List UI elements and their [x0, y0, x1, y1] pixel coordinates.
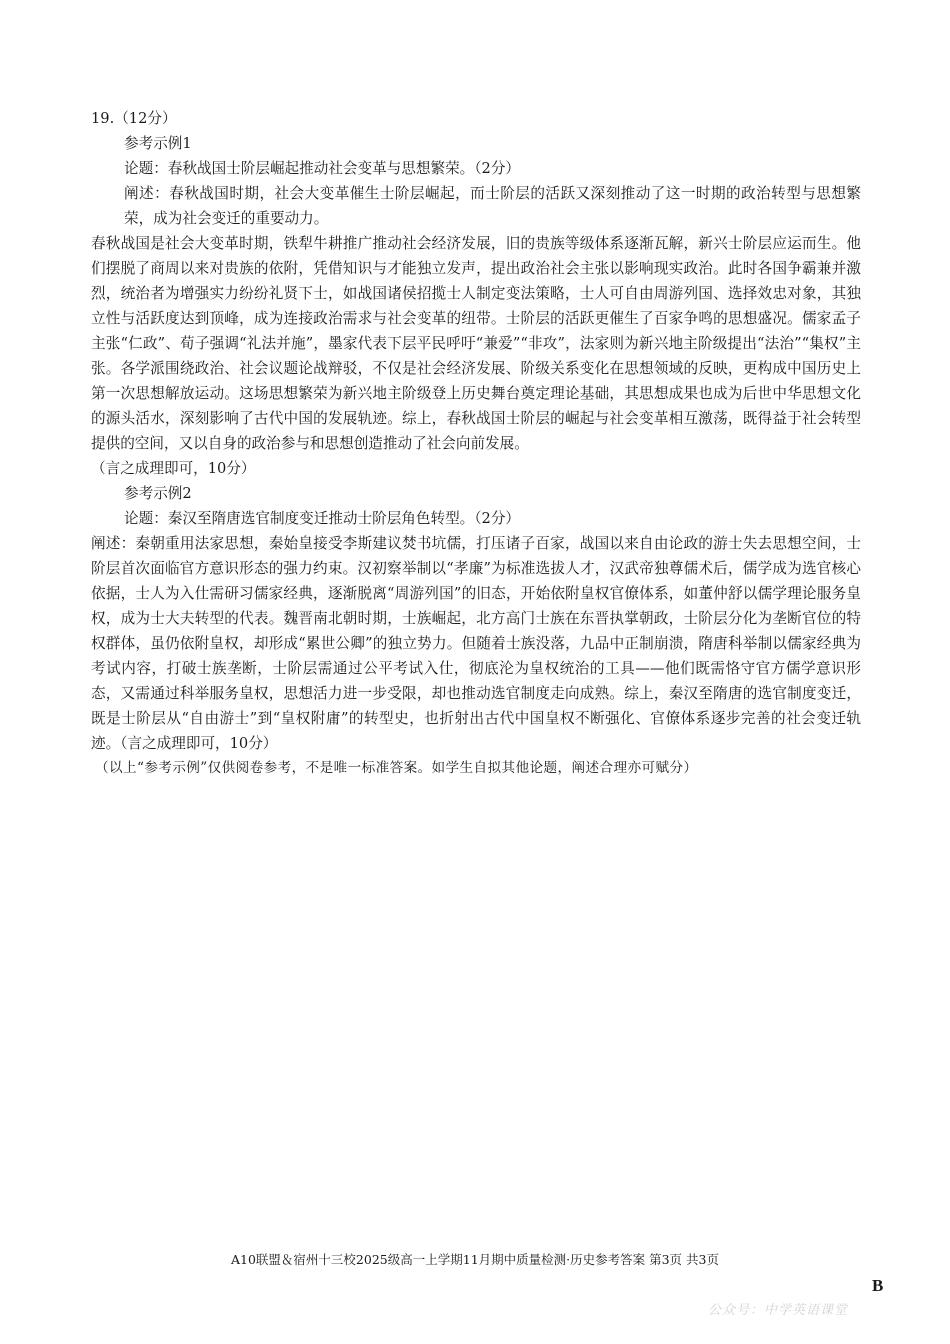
answer-content [91, 106, 861, 781]
grading-note: （以上“参考示例”仅供阅卷参考，不是唯一标准答案。如学生自拟其他论题，阐述合理亦可赋分） [95, 760, 698, 776]
question-header: 19.（12分） [91, 110, 177, 127]
example2-thesis: 论题：秦汉至隋唐选官制度变迁推动士阶层角色转型。（2分） [124, 510, 521, 527]
example1-thesis: 论题：春秋战国士阶层崛起推动社会变革与思想繁荣。（2分） [124, 160, 521, 177]
example2-label: 参考示例2 [124, 485, 192, 502]
example1-intro: 阐述：春秋战国时期，社会大变革催生士阶层崛起，而士阶层的活跃又深刻推动了这一时期的政治转型与思想繁荣，成为社会变迁的重要动力。 [124, 185, 861, 227]
example2-body: 阐述：秦朝重用法家思想，秦始皇接受李斯建议焚书坑儒，打压诸子百家，战国以来自由论政的游士失去思想空间，士阶层首次面临官方意识形态的强力约束。汉初察举制以“孝廉”为标准选拔人才，汉武帝独尊儒术后，儒学成为选官核心依据，士人为入仕需研习儒家经典，逐渐脱离“周游列国”的旧态，开始依附皇权官僚体系，如董仲舒以儒学理论服务皇权，成为士大夫转型的代表。魏晋南北朝时期，士族崛起，北方高门士族在东晋执掌朝政，士阶层分化为垄断官位的特权群体，虽仍依附皇权，却形成“累世公卿”的独立势力。但随着士族没落，九品中正制崩溃，隋唐科举制以儒家经典为考试内容，打破士族垄断，士阶层需通过公平考试入仕，彻底沦为皇权统治的工具——他们既需恪守官方儒学意识形态，又需通过科举服务皇权，思想活力进一步受限，却也推动选官制度走向成熟。综上，秦汉至隋唐的选官制度变迁，既是士阶层从“自由游士”到“皇权附庸”的转型史，也折射出古代中国皇权不断强化、官僚体系逐步完善的社会变迁轨迹。（言之成理即可，10分） [91, 535, 861, 752]
grade-mark: B [872, 1276, 884, 1295]
example1-body: 春秋战国是社会大变革时期，铁犁牛耕推广推动社会经济发展，旧的贵族等级体系逐渐瓦解，新兴士阶层应运而生。他们摆脱了商周以来对贵族的依附，凭借知识与才能独立发声，提出政治社会主张以影响现实政治。此时各国争霸兼并激烈，统治者为增强实力纷纷礼贤下士，如战国诸侯招揽士人制定变法策略，士人可自由周游列国、选择效忠对象，其独立性与活跃度达到顶峰，成为连接政治需求与社会变革的纽带。士阶层的活跃更催生了百家争鸣的思想盛况。儒家孟子主张“仁政”、荀子强调“礼法并施”，墨家代表下层平民呼吁“兼爱”“非攻”，法家则为新兴地主阶级提出“法治”“集权”主张。各学派围绕政治、社会议题论战辩驳，不仅是社会经济发展、阶级关系变化在思想领域的反映，更构成中国历史上第一次思想解放运动。这场思想繁荣为新兴地主阶级登上历史舞台奠定理论基础，其思想成果也成为后世中华思想文化的源头活水，深刻影响了古代中国的发展轨迹。综上，春秋战国士阶层的崛起与社会变革相互激荡，既得益于社会转型提供的空间，又以自身的政治参与和思想创造推动了社会向前发展。 [91, 235, 861, 452]
example1-label: 参考示例1 [124, 135, 192, 152]
watermark: 公众号：中学英语课堂 [708, 1303, 849, 1318]
page-footer: A10联盟＆宿州十三校2025级高一上学期11月期中质量检测·历史参考答案 第3页 共3页 [231, 1252, 719, 1267]
example1-score: （言之成理即可，10分） [91, 460, 256, 477]
